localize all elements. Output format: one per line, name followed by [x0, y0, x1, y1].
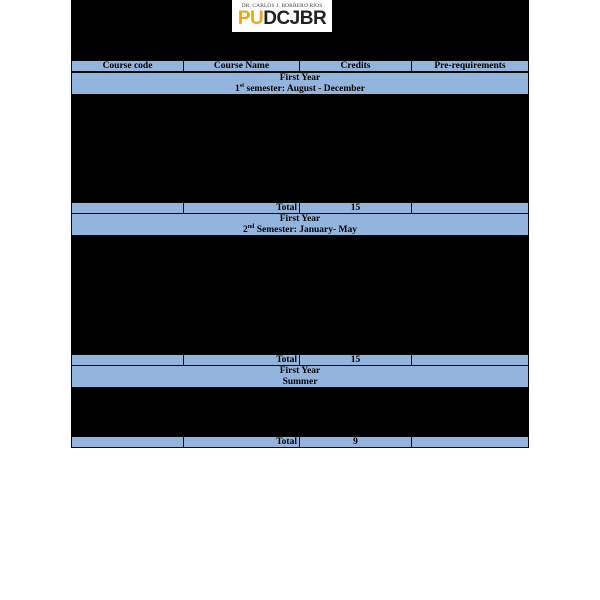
section-1-semester: 1st semester: August - December — [235, 82, 365, 94]
section-2-semester: 2nd Semester: January- May — [242, 223, 358, 235]
header-prerequirements: Pre-requirements — [434, 61, 506, 71]
section-2-band — [71, 213, 529, 236]
section-3-total-row — [71, 436, 529, 448]
section-1-course-rows-redacted — [71, 95, 529, 202]
total-blank — [72, 355, 184, 365]
section-1-year: First Year — [279, 73, 321, 83]
table-header-row — [71, 60, 529, 72]
section-2-year: First Year — [279, 214, 321, 224]
total-blank — [72, 437, 184, 447]
section-3-course-rows-redacted — [71, 388, 529, 436]
header-course-code: Course code — [72, 61, 184, 71]
total-label: Total — [184, 355, 300, 365]
section-3-semester: Summer — [282, 377, 318, 387]
section-3-band — [71, 365, 529, 388]
total-credits: 15 — [300, 203, 412, 213]
total-credits: 15 — [300, 355, 412, 365]
total-blank — [72, 203, 184, 213]
total-label: Total — [184, 203, 300, 213]
total-blank — [412, 437, 528, 447]
total-blank — [412, 355, 528, 365]
institution-logo — [232, 0, 332, 32]
section-3-year: First Year — [279, 366, 321, 376]
total-label: Total — [184, 437, 300, 447]
logo-pu: PU — [237, 8, 264, 29]
total-blank — [412, 203, 528, 213]
logo-rest: DCJBR — [263, 8, 327, 29]
section-2-course-rows-redacted — [71, 236, 529, 354]
logo-subtitle: DR. CARLOS J. BORRERO RÍOS — [241, 3, 323, 9]
header-course-name: Course Name — [184, 61, 300, 71]
header-credits: Credits — [300, 61, 412, 71]
logo-wordmark — [232, 9, 332, 29]
section-1-band — [71, 72, 529, 95]
total-credits: 9 — [300, 437, 412, 447]
